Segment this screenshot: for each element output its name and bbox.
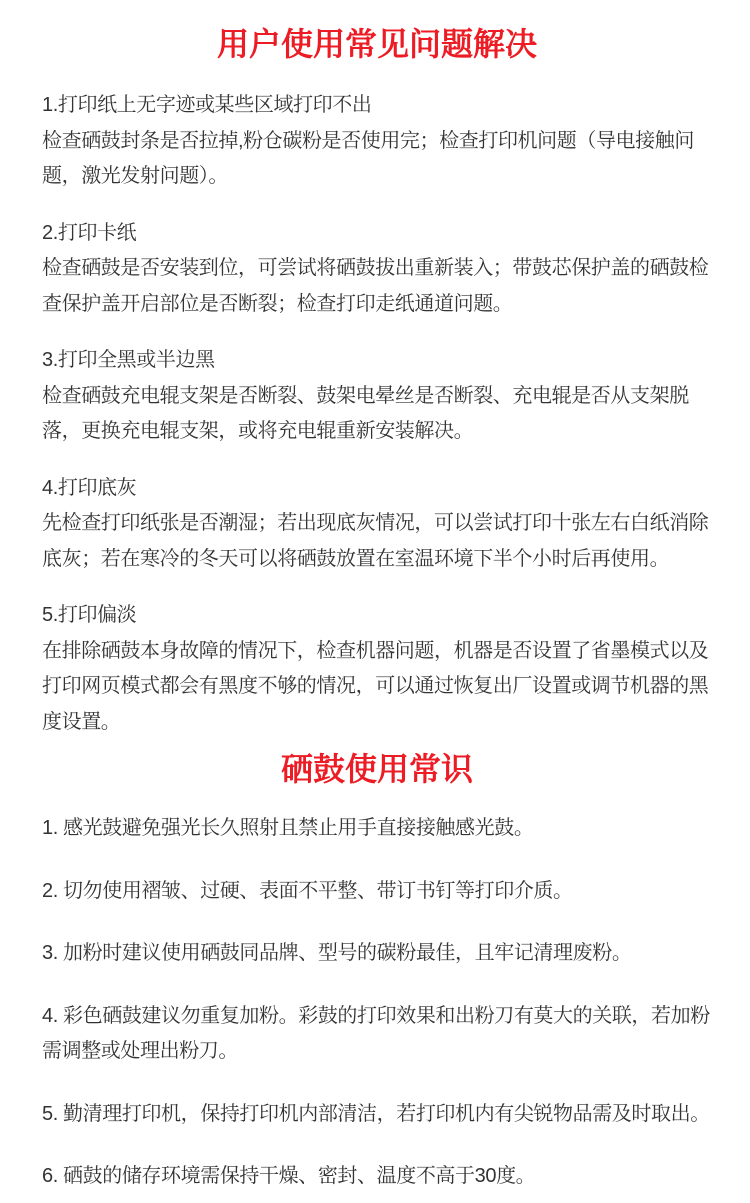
tips-section <box>42 811 712 1195</box>
faq-item-body: 先检查打印纸张是否潮湿；若出现底灰情况，可以尝试打印十张左右白纸消除底灰；若在寒冷的冬天可以将硒鼓放置在室温环境下半个小时后再使用。 <box>42 512 709 570</box>
tips-item: 2. 切勿使用褶皱、过硬、表面不平整、带订书钉等打印介质。 <box>42 879 573 902</box>
faq-item-heading: 4.打印底灰 <box>42 476 137 499</box>
faq-item <box>42 343 712 450</box>
tips-section-title: 硒鼓使用常识 <box>280 751 473 787</box>
faq-item <box>42 471 712 578</box>
faq-section-title: 用户使用常见问题解决 <box>216 26 537 62</box>
faq-item-body: 检查硒鼓是否安装到位，可尝试将硒鼓拔出重新装入；带鼓芯保护盖的硒鼓检查保护盖开启部位是否断裂；检查打印走纸通道问题。 <box>42 257 709 315</box>
faq-section <box>42 88 712 740</box>
faq-item-heading: 5.打印偏淡 <box>42 604 137 626</box>
faq-item-heading: 2.打印卡纸 <box>42 221 137 244</box>
faq-item-body: 检查硒鼓充电辊支架是否断裂、鼓架电晕丝是否断裂、充电辊是否从支架脱落，更换充电辊支架，或将充电辊重新安装解决。 <box>42 384 689 442</box>
tips-item: 6. 硒鼓的储存环境需保持干燥、密封、温度不高于30度。 <box>42 1165 536 1187</box>
tips-item: 4. 彩色硒鼓建议勿重复加粉。彩鼓的打印效果和出粉刀有莫大的关联，若加粉需调整或处理出粉刀。 <box>42 1004 710 1062</box>
faq-item-heading: 3.打印全黑或半边黑 <box>42 349 215 371</box>
faq-item <box>42 598 712 740</box>
faq-item-body: 在排除硒鼓本身故障的情况下，检查机器问题，机器是否设置了省墨模式以及打印网页模式都会有黑度不够的情况，可以通过恢复出厂设置或调节机器的黑度设置。 <box>42 639 709 733</box>
faq-item <box>42 216 712 323</box>
product-description-page <box>0 22 750 1203</box>
tips-item: 5. 勤清理打印机，保持打印机内部清洁，若打印机内有尖锐物品需及时取出。 <box>42 1102 710 1125</box>
faq-item-heading: 1.打印纸上无字迹或某些区域打印不出 <box>42 94 372 116</box>
tips-item: 3. 加粉时建议使用硒鼓同品牌、型号的碳粉最佳，且牢记清理废粉。 <box>42 942 632 964</box>
tips-item: 1. 感光鼓避免强光长久照射且禁止用手直接接触感光鼓。 <box>42 817 534 839</box>
faq-item <box>42 88 712 195</box>
faq-item-body: 检查硒鼓封条是否拉掉,粉仓碳粉是否使用完；检查打印机问题（导电接触问题，激光发射问题）。 <box>42 129 694 187</box>
